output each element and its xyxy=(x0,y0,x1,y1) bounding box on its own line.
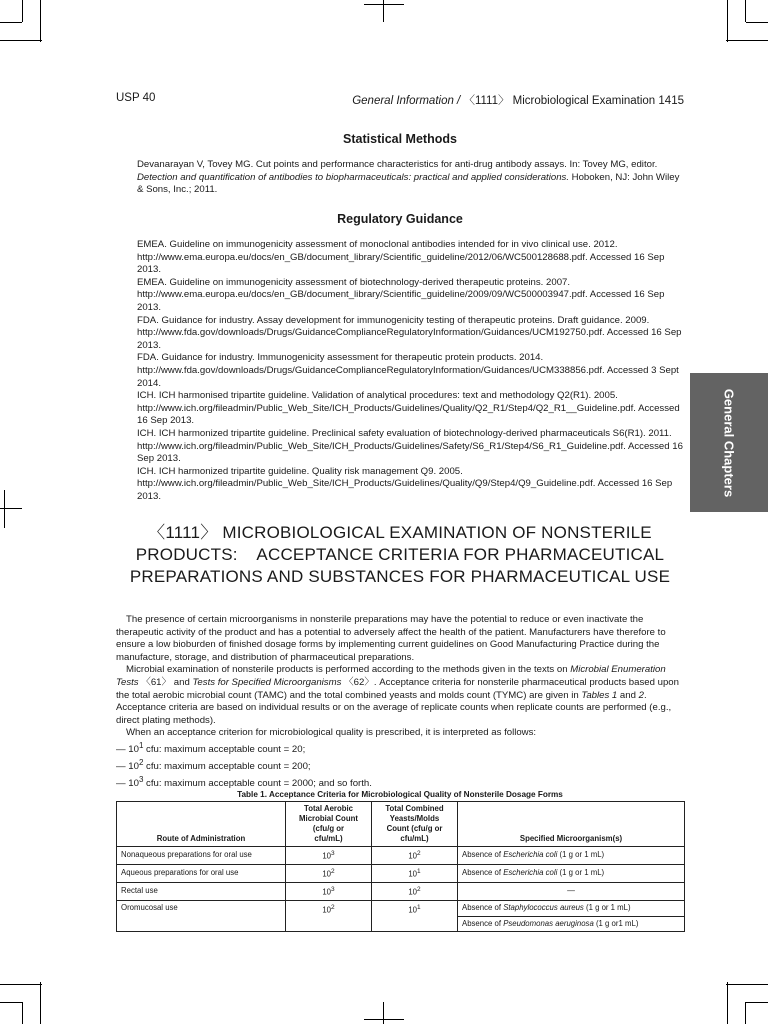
header-line: Yeasts/Molds xyxy=(389,814,440,823)
exponent: 2 xyxy=(331,868,335,876)
exponent: 2 xyxy=(417,886,421,894)
text-run: (1 g or 1 mL) xyxy=(583,903,631,913)
column-header-tamc xyxy=(286,802,372,847)
reference: EMEA. Guideline on immunogenicity assessment of biotechnology-derived therapeutic proteins. 2007. http://www.ema.europa.eu/docs/en_GB/document_library/Scientific_guideline/2009/09/WC500003947.pdf. Accessed 16 Sep 2013. xyxy=(137,276,665,313)
reference-publisher: Hoboken, NJ: John Wiley & Sons, Inc.; 2011. xyxy=(137,171,680,196)
text-run: Absence of xyxy=(462,868,504,878)
header-line: Microbial Count xyxy=(299,814,358,823)
table-row xyxy=(117,901,685,917)
reference: EMEA. Guideline on immunogenicity assessment of monoclonal antibodies intended for in vivo clinical use. 2012. http://www.ema.europa.eu/docs/en_GB/document_library/Scientific_guideline/2012/06/WC500128688.pdf. Accessed 16 Sep 2013. xyxy=(137,239,665,276)
regulatory-guidance-title: Regulatory Guidance xyxy=(337,212,463,226)
text-run: Absence of xyxy=(462,903,504,913)
specified-cell xyxy=(458,865,685,883)
exponent: 1 xyxy=(138,740,144,750)
header-line: Total Aerobic xyxy=(304,804,353,813)
route-cell: Oromucosal use xyxy=(117,901,286,932)
chapter-title xyxy=(116,522,684,588)
table-ref: 2 xyxy=(638,689,644,701)
tamc-cell xyxy=(286,883,372,901)
chapter-body xyxy=(116,614,684,790)
header-section: General Information / xyxy=(352,95,464,107)
exponent: 3 xyxy=(138,774,144,784)
tymc-cell xyxy=(372,865,458,883)
text-run: Absence of xyxy=(462,850,504,860)
exponent: 2 xyxy=(138,757,144,767)
reference-text: Devanarayan V, Tovey MG. Cut points and performance characteristics for anti-drug antibody assays. In: Tovey MG, editor. xyxy=(137,159,658,170)
chapter-ref: Tests for Specified Microorganisms xyxy=(192,676,342,688)
exponent: 2 xyxy=(331,904,335,912)
tymc-cell xyxy=(372,883,458,901)
column-header-specified: Specified Microorganism(s) xyxy=(458,802,685,847)
reference-book-title: Detection and quantification of antibodies to biopharmaceuticals: practical and applied considerations. xyxy=(137,171,569,183)
table-header-row xyxy=(117,802,685,847)
tamc-cell xyxy=(286,865,372,883)
list-text: cfu: maximum acceptable count = 200; xyxy=(143,760,311,772)
acceptance-criteria-table xyxy=(116,801,685,932)
reference: ICH. ICH harmonised tripartite guideline. Validation of analytical procedures: text and methodology Q2(R1). 2005. http://www.ich.org/fileadmin/Public_Web_Site/ICH_Products/Guidelines/Quality/Q2_R1/Step4/Q2_R1__Guideline.pdf. Accessed 16 Sep 2013. xyxy=(137,390,680,427)
side-tab-label: General Chapters xyxy=(721,388,737,497)
route-cell: Nonaqueous preparations for oral use xyxy=(117,847,286,865)
regulatory-guidance-refs xyxy=(137,239,685,503)
base: 10 xyxy=(322,851,332,861)
column-header-tymc xyxy=(372,802,458,847)
reference: ICH. ICH harmonized tripartite guideline. Preclinical safety evaluation of biotechnology-derived pharmaceuticals S6(R1). 2011. http://www.ich.org/fileadmin/Public_Web_Site/ICH_Products/Guidelines/Safety/S6_R1/Step4/S6_R1_Guideline.pdf. Accessed 16 Sep 2013. xyxy=(137,427,683,465)
table-row xyxy=(117,883,685,901)
organism-name: Escherichia coli xyxy=(503,868,558,878)
specified-cell xyxy=(458,916,685,932)
tymc-cell xyxy=(372,847,458,865)
header-line: cfu/mL) xyxy=(314,834,343,843)
list-text: cfu: maximum acceptable count = 2000; and so forth. xyxy=(143,777,372,789)
running-header-right xyxy=(352,92,684,108)
tymc-cell xyxy=(372,901,458,932)
reference: FDA. Guidance for industry. Assay development for immunogenicity testing of therapeutic proteins. Draft guidance. 2009. http://www.fda.gov/downloads/Drugs/GuidanceComplianceRegulatoryInformation/Guidances/UCM192750.pdf. Accessed 16 Sep 2013. xyxy=(137,314,682,351)
text-run: Absence of xyxy=(462,918,504,928)
text-run: . Acceptance criteria are based on individual results or on the average of replicate counts when replicate counts are performed (e.g., direct plating methods). xyxy=(116,689,672,726)
column-header-route: Route of Administration xyxy=(117,802,286,847)
list-text: cfu: maximum acceptable count = 20; xyxy=(143,744,306,756)
tamc-cell xyxy=(286,901,372,932)
text-run: 〈62〉. Acceptance criteria for nonsterile pharmaceutical products based upon the total aerobic microbial count (TAMC) and the total combined yeasts and molds count (TYMC) are given in xyxy=(116,676,679,701)
table-caption: Table 1. Acceptance Criteria for Microbiological Quality of Nonsterile Dosage Forms xyxy=(237,790,563,799)
exponent: 1 xyxy=(417,904,421,912)
specified-cell xyxy=(458,901,685,917)
exponent: 3 xyxy=(331,886,335,894)
reference xyxy=(137,159,685,197)
body-paragraph: When an acceptance criterion for microbiological quality is prescribed, it is interpreted as follows: xyxy=(126,727,537,739)
organism-name: Escherichia coli xyxy=(503,850,558,860)
list-item xyxy=(116,757,684,774)
header-line: Total Combined xyxy=(385,804,444,813)
statistical-methods-refs xyxy=(137,159,685,197)
specified-cell: — xyxy=(458,883,685,901)
reference: FDA. Guidance for industry. Immunogenicity assessment for therapeutic protein products. 2014. http://www.fda.gov/downloads/Drugs/GuidanceComplianceRegulatoryInformation/Guidances/UCM338856.pdf. Accessed 3 Sept 2014. xyxy=(137,352,679,389)
chapter-ref: Microbial Enumeration Tests xyxy=(116,664,666,688)
organism-name: Staphylococcus aureus xyxy=(503,903,584,913)
base: 10 xyxy=(322,887,332,897)
exponent: 3 xyxy=(331,850,335,857)
base: 10 xyxy=(408,869,418,879)
text-run: Microbial examination of nonsterile products is performed according to the methods given in the texts on xyxy=(126,664,571,676)
chapter-title-line: 〈1111〉 MICROBIOLOGICAL EXAMINATION OF NONSTERILE xyxy=(148,523,652,542)
base: 10 xyxy=(408,851,418,861)
header-line: cfu/mL) xyxy=(400,834,429,843)
route-cell: Aqueous preparations for oral use xyxy=(117,865,286,883)
list-prefix: — 10 xyxy=(116,744,139,756)
table-row xyxy=(117,847,685,865)
chapter-title-line: PREPARATIONS AND SUBSTANCES FOR PHARMACEUTICAL USE xyxy=(129,567,671,586)
table-row xyxy=(117,865,685,883)
chapter-side-tab xyxy=(690,373,768,512)
base: 10 xyxy=(322,905,332,915)
running-header-left: USP 40 xyxy=(116,92,156,104)
table-ref: Tables 1 xyxy=(581,689,618,701)
text-run: 〈61〉 and xyxy=(138,676,193,688)
text-run: (1 g or 1 mL) xyxy=(557,868,605,878)
organism-name: Pseudomonas aeruginosa xyxy=(503,918,594,928)
base: 10 xyxy=(322,869,332,879)
exponent: 1 xyxy=(417,868,421,876)
list-item xyxy=(116,774,684,791)
chapter-title-line: PRODUCTS: ACCEPTANCE CRITERIA FOR PHARMACEUTICAL xyxy=(135,545,665,564)
body-paragraph: The presence of certain microorganisms in nonsterile preparations may have the potential to reduce or even inactivate the therapeutic activity of the product and has a potential to adversely affect the health of the patient. Manufacturers have therefore to ensure a low bioburden of finished dosage forms by implementing current guidelines on Good Manufacturing Practice during the manufacture, storage, and distribution of pharmaceutical preparations. xyxy=(116,614,666,663)
header-chapter: 〈1111〉 Microbiological Examination 1415 xyxy=(463,95,684,107)
header-line: (cfu/g or xyxy=(312,824,345,833)
specified-cell xyxy=(458,847,685,865)
text-run: (1 g or 1 mL) xyxy=(557,850,605,860)
body-paragraph xyxy=(116,664,684,727)
list-prefix: — 10 xyxy=(116,777,139,789)
reference: ICH. ICH harmonized tripartite guideline. Quality risk management Q9. 2005. http://www.ich.org/fileadmin/Public_Web_Site/ICH_Products/Guidelines/Quality/Q9/Step4/Q9_Guideline.pdf. Accessed 16 Sep 2013. xyxy=(137,465,673,502)
tamc-cell xyxy=(286,847,372,865)
base: 10 xyxy=(408,887,418,897)
text-run: and xyxy=(617,689,639,701)
route-cell: Rectal use xyxy=(117,883,286,901)
list-item xyxy=(116,740,684,757)
list-prefix: — 10 xyxy=(116,760,139,772)
statistical-methods-title: Statistical Methods xyxy=(343,132,457,146)
exponent: 2 xyxy=(417,850,421,857)
header-line: Count (cfu/g or xyxy=(386,824,443,833)
base: 10 xyxy=(408,905,418,915)
text-run: (1 g or1 mL) xyxy=(593,918,639,928)
